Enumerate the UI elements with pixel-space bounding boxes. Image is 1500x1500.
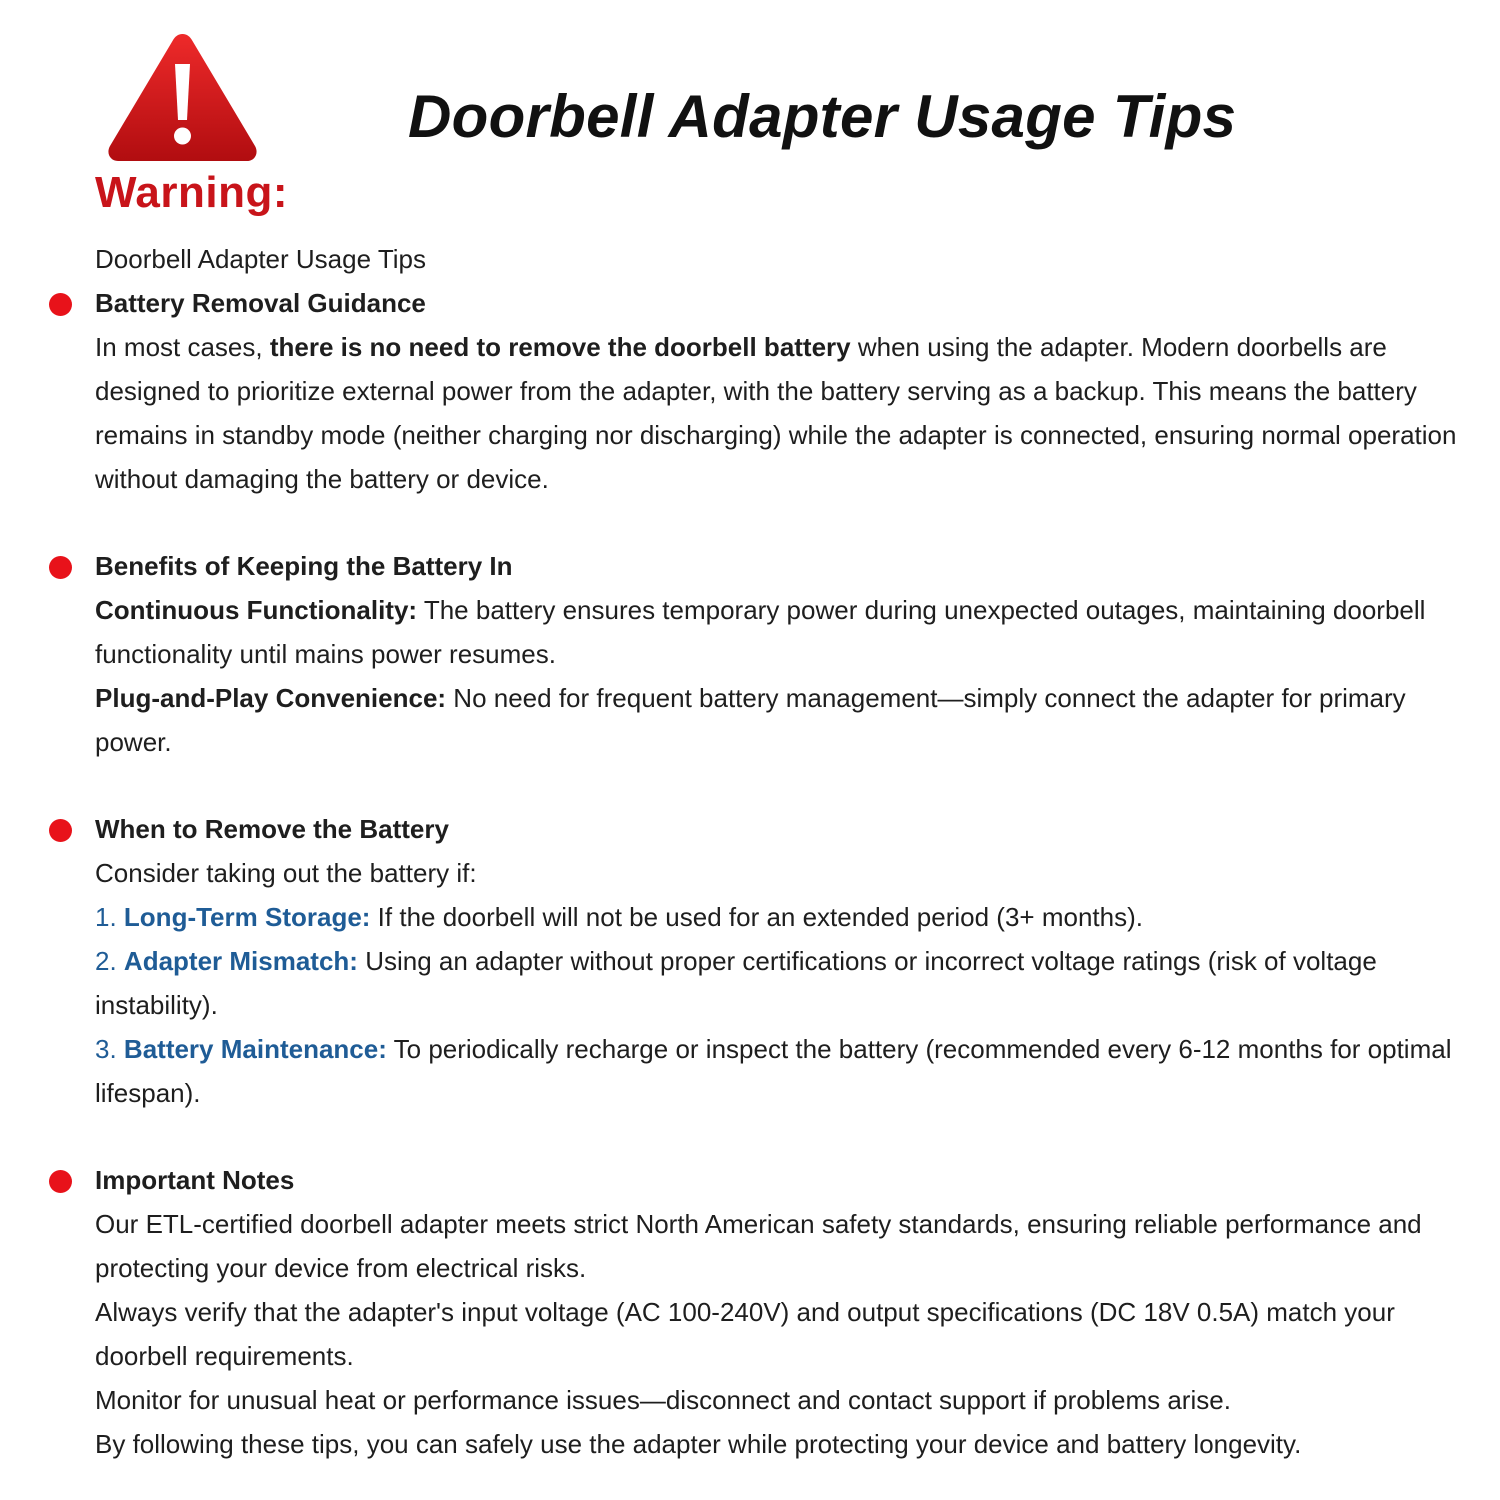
section-battery-removal-guidance (95, 281, 1480, 501)
section-heading (95, 1158, 1480, 1202)
benefit-item (95, 676, 1480, 764)
item-number: 1. (95, 902, 124, 932)
item-term: Battery Maintenance: (123, 1034, 387, 1064)
item-text: If the doorbell will not be used for an extended period (3+ months). (370, 902, 1143, 932)
item-text: Using an adapter without proper certifications or incorrect voltage ratings (risk of voltage instability). (95, 946, 1377, 1020)
benefit-term: Continuous Functionality: (95, 595, 418, 625)
page-title: Doorbell Adapter Usage Tips (408, 83, 1237, 150)
section-heading-text: When to Remove the Battery (95, 814, 449, 844)
numbered-item (95, 895, 1480, 939)
bullet-dot-icon (49, 293, 72, 316)
section-heading (95, 544, 1480, 588)
section-lead: Consider taking out the battery if: (95, 858, 477, 888)
section-heading (95, 807, 1480, 851)
warning-block (95, 28, 295, 228)
section-heading (95, 281, 1480, 325)
paragraph-emphasis: there is no need to remove the doorbell battery (269, 332, 851, 362)
content-body (95, 237, 1480, 1466)
note-paragraph: Monitor for unusual heat or performance issues—disconnect and contact support if problems arise. (95, 1385, 1231, 1415)
item-text: To periodically recharge or inspect the battery (recommended every 6-12 months for optimal lifespan). (95, 1034, 1452, 1108)
numbered-item (95, 1027, 1480, 1115)
note-paragraph: Always verify that the adapter's input voltage (AC 100-240V) and output specifications (DC 18V 0.5A) match your doorbell requirements. (95, 1297, 1395, 1371)
section-benefits (95, 544, 1480, 764)
paragraph-text: when using the adapter. Modern doorbells are designed to prioritize external power from the adapter, with the battery serving as a backup. This means the battery remains in standby mode (neither charging nor discharging) while the adapter is connected, ensuring normal operation without damaging the battery or device. (95, 332, 1457, 494)
section-important-notes (95, 1158, 1480, 1466)
intro-line: Doorbell Adapter Usage Tips (95, 244, 426, 274)
item-number: 3. (95, 1034, 124, 1064)
note-paragraph: Our ETL-certified doorbell adapter meets strict North American safety standards, ensuring reliable performance and protecting your device from electrical risks. (95, 1209, 1422, 1283)
warning-triangle-icon (105, 28, 260, 168)
section-heading-text: Benefits of Keeping the Battery In (95, 551, 513, 581)
bullet-dot-icon (49, 556, 72, 579)
item-term: Long-Term Storage: (123, 902, 371, 932)
section-paragraph (95, 325, 1480, 501)
note-paragraph: By following these tips, you can safely use the adapter while protecting your device and battery longevity. (95, 1429, 1302, 1459)
item-number: 2. (95, 946, 124, 976)
bullet-dot-icon (49, 819, 72, 842)
warning-label: Warning: (95, 168, 288, 217)
section-heading-text: Important Notes (95, 1165, 295, 1195)
numbered-item (95, 939, 1480, 1027)
benefit-term: Plug-and-Play Convenience: (95, 683, 447, 713)
benefit-item (95, 588, 1480, 676)
benefit-text: No need for frequent battery management—simply connect the adapter for primary power. (95, 683, 1406, 757)
section-heading-text: Battery Removal Guidance (95, 288, 426, 318)
item-term: Adapter Mismatch: (123, 946, 358, 976)
paragraph-text: In most cases, (95, 332, 270, 362)
bullet-dot-icon (49, 1170, 72, 1193)
benefit-text: The battery ensures temporary power during unexpected outages, maintaining doorbell functionality until mains power resumes. (95, 595, 1426, 669)
section-when-to-remove (95, 807, 1480, 1115)
